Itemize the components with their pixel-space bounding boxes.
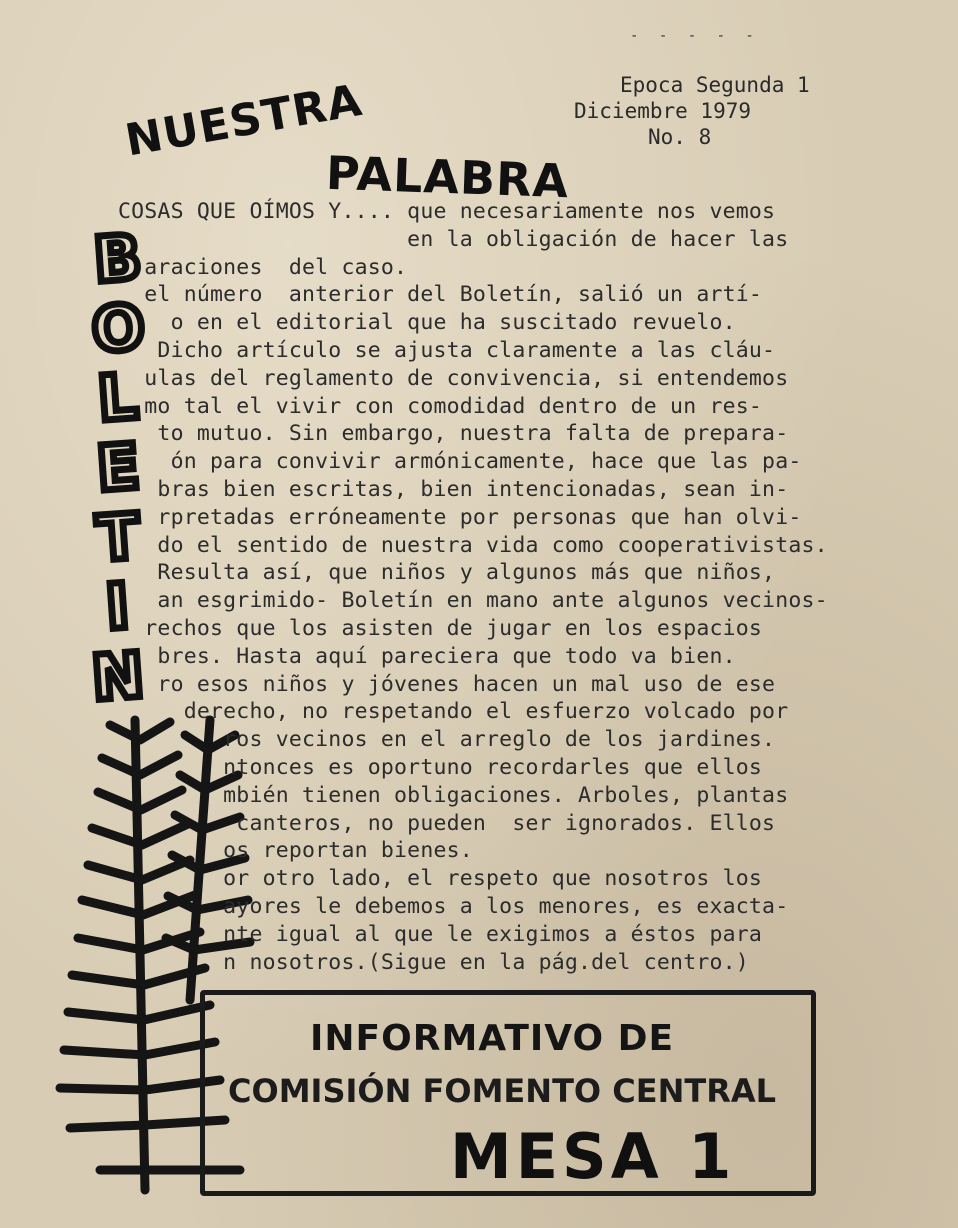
article-line: an esgrimido- Boletín en mano ante algunos vecinos- — [118, 588, 828, 614]
article-line: ros vecinos en el arreglo de los jardines. — [118, 727, 776, 753]
article-line: bres. Hasta aquí pareciera que todo va bien. — [118, 643, 736, 669]
article-line: rpretadas erróneamente por personas que han olvi- — [118, 504, 802, 530]
article-line: mbién tienen obligaciones. Arboles, plantas — [118, 782, 789, 808]
stamp-letter: O — [89, 289, 147, 367]
article-body — [118, 198, 898, 976]
issue-date: Diciembre 1979 — [574, 99, 752, 123]
article-line: n nosotros.(Sigue en la pág.del centro.) — [118, 949, 749, 975]
stamp-line-mesa: MESA 1 — [450, 1120, 736, 1193]
issue-number: No. 8 — [648, 125, 712, 149]
article-line: canteros, no pueden ser ignorados. Ellos — [118, 810, 776, 836]
article-line: ntonces es oportuno recordarles que ellos — [118, 754, 763, 780]
article-line: to mutuo. Sin embargo, nuestra falta de prepara- — [118, 421, 789, 447]
article-line: ulas del reglamento de convivencia, si entendemos — [118, 365, 789, 391]
stamp-letter: N — [89, 638, 147, 715]
article-line: do el sentido de nuestra vida como cooperativistas. — [118, 532, 828, 558]
article-line: rechos que los asisten de jugar en los espacios — [118, 615, 763, 641]
article-line: el número anterior del Boletín, salió un artí- — [118, 282, 763, 308]
article-line: ayores le debemos a los menores, es exacta- — [118, 893, 789, 919]
article-line: os reportan bienes. — [118, 838, 473, 864]
article-line: bras bien escritas, bien intencionadas, sean in- — [118, 476, 789, 502]
article-line: COSAS QUE OÍMOS Y.... que necesariamente nos vemos — [118, 199, 776, 224]
stamp-letter: T — [94, 499, 142, 576]
informativo-stamp — [200, 990, 810, 1193]
stamp-letter: B — [91, 220, 145, 297]
article-line: Resulta así, que niños y algunos más que niños, — [118, 560, 776, 586]
article-line: ón para convivir armónicamente, hace que las pa- — [118, 449, 802, 475]
article-line: nte igual al que le exigimos a éstos para — [118, 921, 763, 947]
issue-epoca: Epoca Segunda 1 — [620, 73, 810, 97]
page-edge-marks: - - - - - — [630, 28, 760, 44]
masthead-title — [118, 74, 618, 209]
article-line: derecho, no respetando el esfuerzo volcado por — [118, 699, 789, 725]
article-line: ro esos niños y jóvenes hacen un mal uso de ese — [118, 671, 776, 697]
masthead-line-2: PALABRA — [325, 145, 570, 209]
article-line: mo tal el vivir con comodidad dentro de un res- — [118, 393, 763, 419]
masthead-line-1: NUESTRA — [121, 74, 367, 167]
article-line: or otro lado, el respeto que nosotros los — [118, 866, 763, 892]
stamp-letter: I — [103, 569, 133, 644]
article-line: araciones del caso. — [118, 254, 408, 280]
article-line: o en el editorial que ha suscitado revuelo. — [118, 310, 736, 336]
stamp-line-informativo: INFORMATIVO DE — [310, 1018, 675, 1059]
article-line: en la obligación de hacer las — [118, 226, 789, 252]
stamp-letter: E — [94, 429, 142, 506]
stamp-letter: L — [95, 360, 141, 436]
stamp-line-comision: COMISIÓN FOMENTO CENTRAL — [228, 1072, 776, 1110]
article-line: Dicho artículo se ajusta claramente a las cláu- — [118, 337, 776, 363]
